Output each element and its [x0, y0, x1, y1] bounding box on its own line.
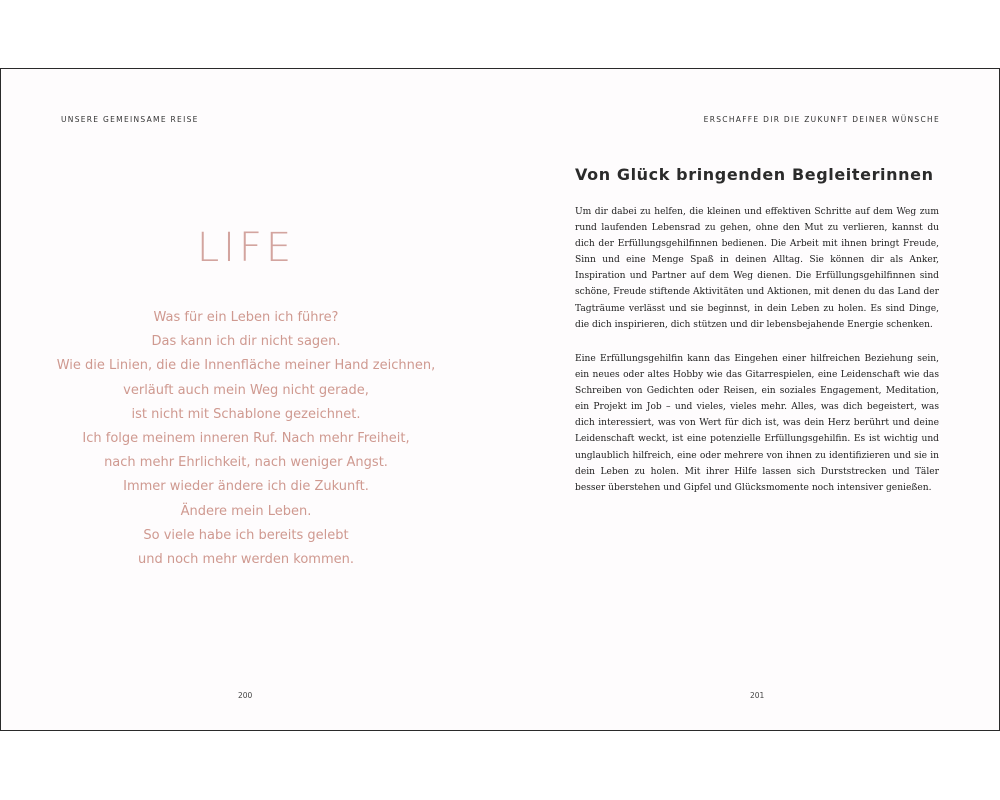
body-paragraph: Um dir dabei zu helfen, die kleinen und effektiven Schritte auf dem Weg zum rund laufenden Lebensrad zu gehen, ohne den Mut zu verlieren, kannst du dich der Erfüllungsgehilfinnen bedienen. Die Arbeit mit ihnen bringt Freude, Sinn und eine Menge Spaß in deinen Alltag. Sie können dir als Anker, Inspiration und Partner auf dem Weg dienen. Die Erfüllungsgehilfinnen sind schöne, Freude stiftende Aktivitäten und Aktionen, mit denen du das Land der Tagträume verlässt und sie beginnst, in dein Leben zu holen. Es sind Dinge, die dich inspirieren, dich stützen und dir lebensbejahende Energie schenken.: [575, 207, 939, 330]
poem-line: und noch mehr werden kommen.: [137, 552, 355, 568]
right-page-number: 201: [750, 691, 765, 700]
right-running-head: ERSCHAFFE DIR DIE ZUKUNFT DEINER WÜNSCHE: [703, 115, 940, 124]
poem-line: So viele habe ich bereits gelebt: [143, 527, 349, 543]
poem: [1, 306, 491, 572]
poem-line: Das kann ich dir nicht sagen.: [151, 334, 341, 350]
poem-line: Was für ein Leben ich führe?: [153, 310, 339, 325]
poem-title: LIFE: [196, 225, 296, 271]
chapter-title: Von Glück bringenden Begleiterinnen: [575, 165, 934, 184]
poem-line: Ich folge meinem inneren Ruf. Nach mehr Freiheit,: [82, 431, 410, 447]
poem-line: ist nicht mit Schablone gezeichnet.: [131, 406, 361, 422]
left-page-number: 200: [238, 691, 253, 700]
poem-line: Ändere mein Leben.: [180, 503, 312, 519]
poem-line: nach mehr Ehrlichkeit, nach weniger Angst.: [104, 455, 388, 471]
poem-line: verläuft auch mein Weg nicht gerade,: [123, 382, 369, 398]
body-paragraph: Eine Erfüllungsgehilfin kann das Eingehen einer hilfreichen Beziehung sein, ein neues oder altes Hobby wie das Gitarrespielen, eine Leidenschaft wie das Schreiben von Gedichten oder Reisen, ein soziales Engagement, Meditation, ein Projekt im Job – und vieles, vieles mehr. Alles, was dich begeistert, was dich interessiert, was von Wert für dich ist, was dein Herz berührt und deine Leidenschaft weckt, ist eine potenzielle Erfüllungsgehilfin. Es ist wichtig und unglaublich hilfreich, eine oder mehrere von ihnen zu identifizieren und sie in dein Leben zu holen. Mit ihrer Hilfe lassen sich Durststrecken und Täler besser überstehen und Gipfel und Glücksmomente noch intensiver genießen.: [575, 354, 939, 493]
poem-line: Immer wieder ändere ich die Zukunft.: [123, 479, 369, 495]
poem-line: Wie die Linien, die die Innenfläche meiner Hand zeichnen,: [56, 358, 436, 374]
book-spread: [0, 68, 1000, 731]
left-running-head: UNSERE GEMEINSAME REISE: [61, 115, 199, 124]
